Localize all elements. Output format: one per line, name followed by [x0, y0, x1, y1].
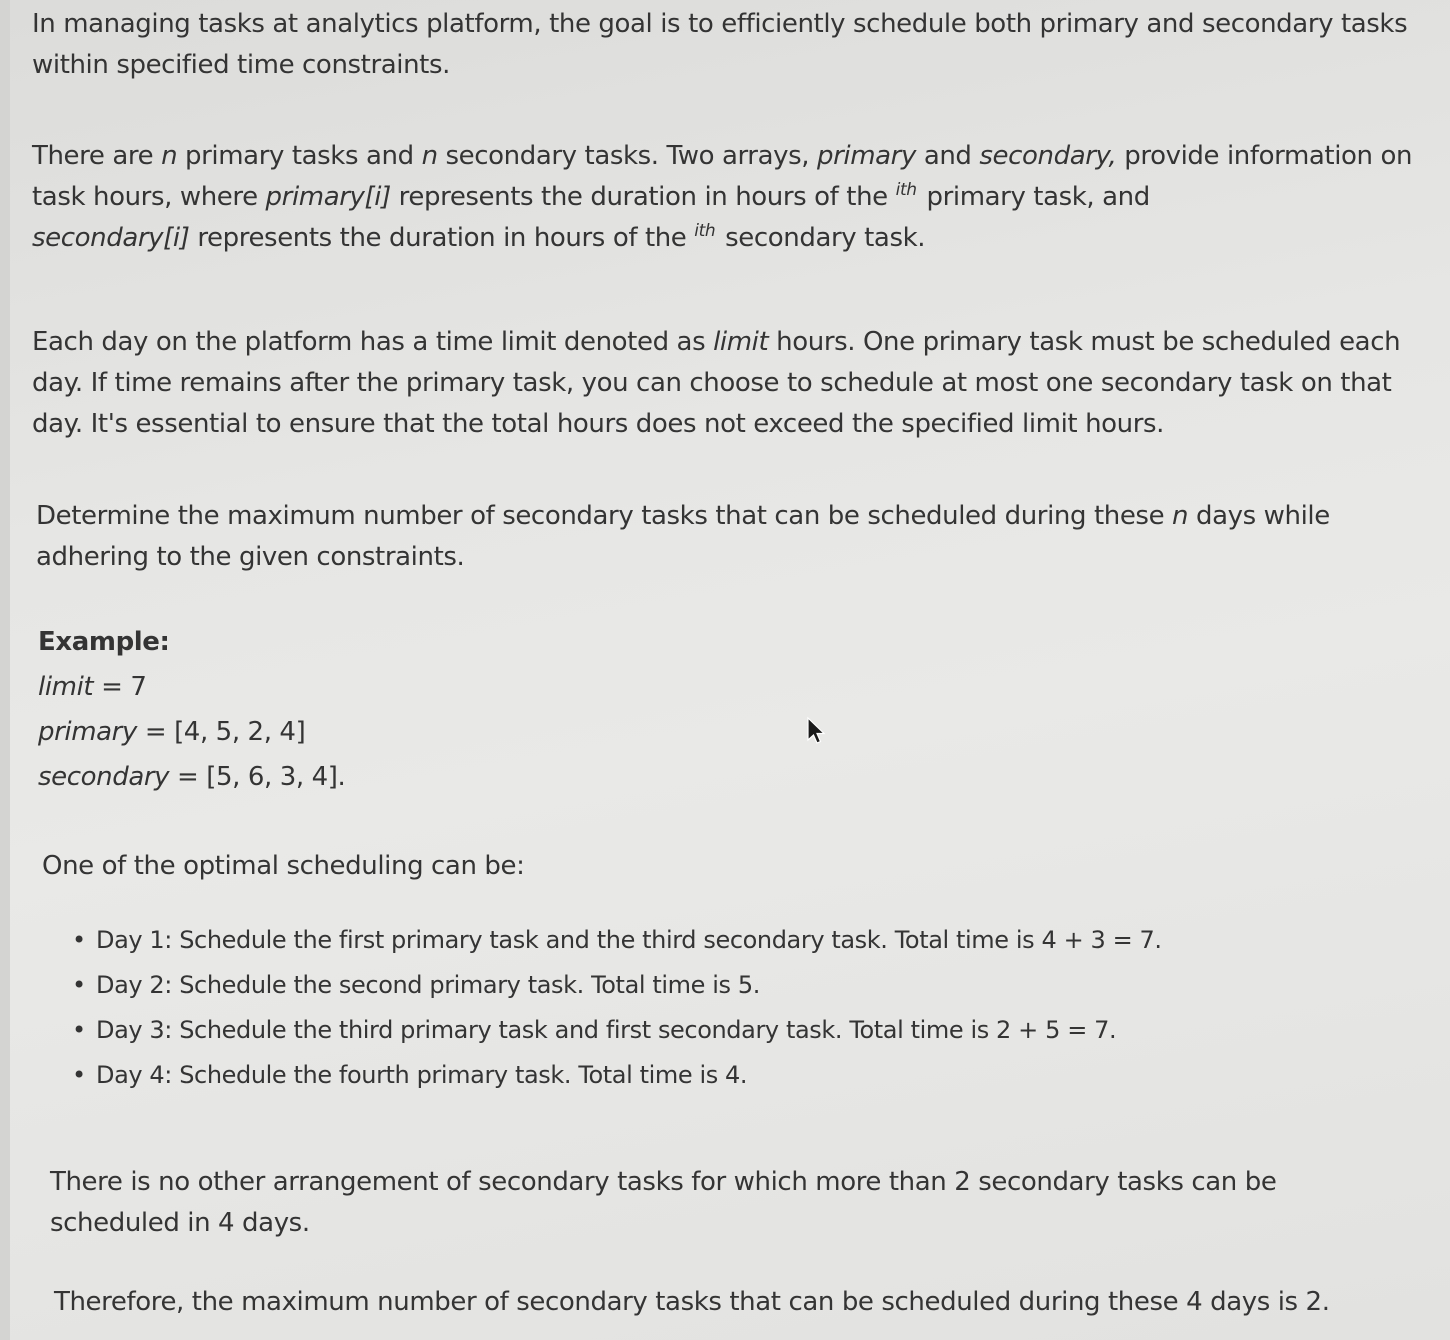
text-span: hours. One primary task must be scheduled each day. If time remains after the primary task, you can choose to schedule at most one secondary task on that day. It's essential to ensure that the total hours does not exceed the specified limit hours. [32, 327, 1401, 439]
text-span: days while adhering to the given constraints. [36, 501, 1330, 572]
var-n: n [421, 141, 438, 171]
bullet-icon: • [72, 1061, 86, 1089]
bullet-icon: • [72, 926, 86, 954]
text-span: primary tasks and [177, 141, 422, 171]
arrays-paragraph [32, 136, 1442, 259]
text-span: represents the duration in hours of the [189, 223, 695, 253]
list-item [66, 918, 1366, 963]
schedule-day-2: Day 2: Schedule the second primary task. Total time is 5. [96, 971, 760, 999]
mouse-pointer-arrow-icon [806, 716, 828, 746]
bullet-icon: • [72, 1016, 86, 1044]
text-span: represents the duration in hours of the [390, 182, 896, 212]
ith-superscript: ith [895, 180, 917, 200]
schedule-day-4: Day 4: Schedule the fourth primary task. Total time is 4. [96, 1061, 748, 1089]
bullet-icon: • [72, 971, 86, 999]
text-span: and [915, 141, 980, 171]
list-item [66, 1053, 1366, 1098]
schedule-intro: One of the optimal scheduling can be: [42, 851, 525, 881]
list-item [66, 963, 1366, 1008]
var-n: n [161, 141, 178, 171]
task-paragraph [36, 496, 1446, 578]
text-span: secondary task. [717, 223, 926, 253]
example-secondary [38, 757, 345, 798]
schedule-list [66, 918, 1366, 1098]
var-primary: primary [817, 141, 916, 171]
example-block [38, 622, 345, 802]
text-span: Each day on the platform has a time limit denoted as [32, 327, 714, 357]
var-limit: limit [38, 672, 94, 702]
intro-paragraph: In managing tasks at analytics platform, the goal is to efficiently schedule both primary and secondary tasks within specified time constraints. [32, 9, 1408, 80]
text-span: provide information on task hours, where [32, 141, 1413, 212]
primary-value: = [4, 5, 2, 4] [136, 717, 306, 747]
var-secondary: secondary [38, 762, 170, 792]
conclusion-paragraph-1: There is no other arrangement of secondary tasks for which more than 2 secondary tasks can be scheduled in 4 days. [50, 1167, 1277, 1238]
var-secondary: secondary, [979, 141, 1117, 171]
text-span: secondary tasks. Two arrays, [437, 141, 817, 171]
schedule-day-1: Day 1: Schedule the first primary task and the third secondary task. Total time is 4 + 3 = 7. [96, 926, 1162, 954]
problem-statement-page [10, 0, 1450, 1340]
var-limit: limit [713, 327, 769, 357]
limit-paragraph [32, 322, 1442, 445]
var-secondary-i: secondary[i] [32, 223, 190, 253]
secondary-value: = [5, 6, 3, 4]. [169, 762, 346, 792]
var-n: n [1172, 501, 1189, 531]
text-span: Determine the maximum number of secondary tasks that can be scheduled during these [36, 501, 1173, 531]
limit-value: = 7 [93, 672, 147, 702]
conclusion-paragraph-2: Therefore, the maximum number of secondary tasks that can be scheduled during these 4 days is 2. [54, 1287, 1330, 1317]
list-item [66, 1008, 1366, 1053]
example-title: Example: [38, 627, 170, 657]
schedule-day-3: Day 3: Schedule the third primary task and first secondary task. Total time is 2 + 5 = 7. [96, 1016, 1117, 1044]
example-primary [38, 712, 345, 753]
ith-superscript: ith [694, 221, 716, 241]
var-primary: primary [38, 717, 137, 747]
var-primary-i: primary[i] [265, 182, 391, 212]
text-span: primary task, and [918, 182, 1150, 212]
example-limit [38, 667, 345, 708]
text-span: There are [32, 141, 162, 171]
